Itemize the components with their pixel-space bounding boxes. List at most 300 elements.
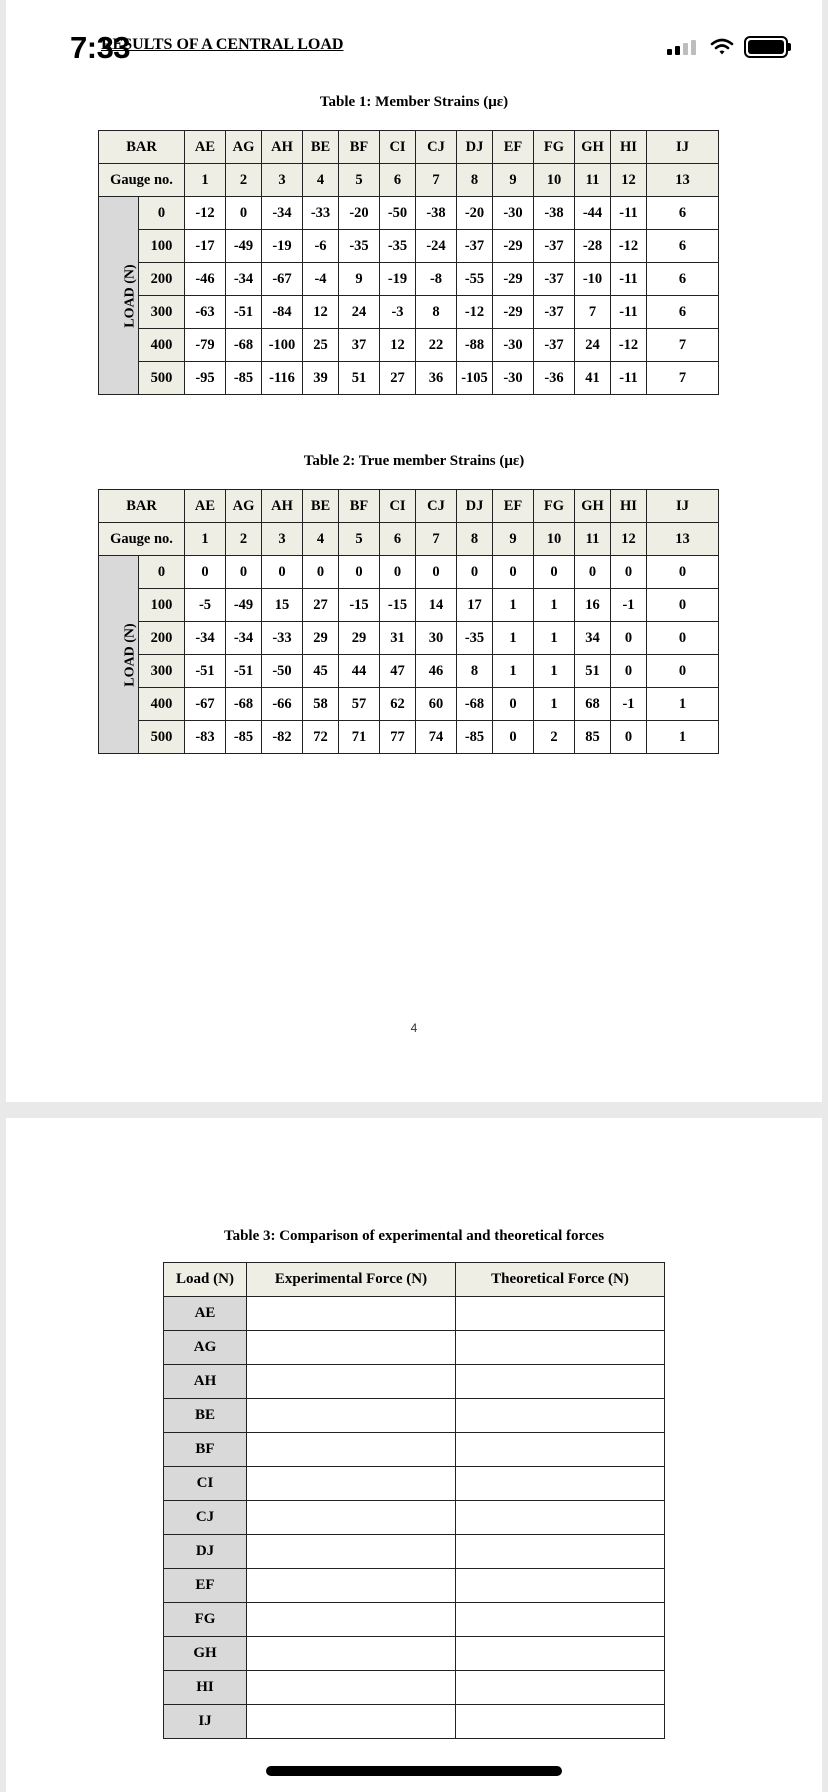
battery-icon xyxy=(744,36,788,58)
strain-value-cell: 51 xyxy=(339,362,380,395)
theoretical-force-cell xyxy=(456,1501,665,1535)
strain-value-cell: 0 xyxy=(339,556,380,589)
bar-name-cell: CI xyxy=(164,1467,247,1501)
strain-value-cell: 12 xyxy=(380,329,416,362)
table-row xyxy=(164,1365,665,1399)
bar-name-cell: AE xyxy=(185,131,226,164)
strain-value-cell: -30 xyxy=(493,197,534,230)
strain-value-cell: -33 xyxy=(262,622,303,655)
strain-value-cell: -50 xyxy=(380,197,416,230)
theoretical-force-cell xyxy=(456,1399,665,1433)
bar-name-cell: GH xyxy=(575,131,611,164)
strain-value-cell: -37 xyxy=(457,230,493,263)
strain-value-cell: 77 xyxy=(380,721,416,754)
load-value-cell: 500 xyxy=(139,721,185,754)
bar-name-cell: DJ xyxy=(457,490,493,523)
bar-name-cell: AG xyxy=(226,131,262,164)
strain-value-cell: -28 xyxy=(575,230,611,263)
table3-caption: Table 3: Comparison of experimental and theoretical forces xyxy=(223,1228,605,1244)
strain-value-cell: 7 xyxy=(647,329,719,362)
strain-value-cell: -95 xyxy=(185,362,226,395)
table-row xyxy=(99,721,719,754)
strain-value-cell: 22 xyxy=(416,329,457,362)
load-axis-text: LOAD (N) xyxy=(122,623,138,687)
table-row xyxy=(164,1535,665,1569)
strain-value-cell: -19 xyxy=(262,230,303,263)
gauge-number-cell: 5 xyxy=(339,164,380,197)
strain-value-cell: -82 xyxy=(262,721,303,754)
gauge-number-cell: 13 xyxy=(647,523,719,556)
strain-value-cell: 7 xyxy=(647,362,719,395)
theoretical-force-cell xyxy=(456,1705,665,1739)
strain-value-cell: 0 xyxy=(611,622,647,655)
table-row xyxy=(99,688,719,721)
strain-value-cell: 16 xyxy=(575,589,611,622)
strain-value-cell: -3 xyxy=(380,296,416,329)
experimental-force-cell xyxy=(247,1297,456,1331)
bar-name-cell: GH xyxy=(575,490,611,523)
load-axis-text: LOAD (N) xyxy=(122,264,138,328)
experimental-force-cell xyxy=(247,1365,456,1399)
strain-value-cell: 0 xyxy=(416,556,457,589)
strain-value-cell: -4 xyxy=(303,263,339,296)
load-value-cell: 400 xyxy=(139,688,185,721)
strain-value-cell: 1 xyxy=(534,655,575,688)
experimental-force-cell xyxy=(247,1467,456,1501)
gauge-number-cell: 7 xyxy=(416,164,457,197)
strain-value-cell: -34 xyxy=(262,197,303,230)
gauge-number-cell: 5 xyxy=(339,523,380,556)
strain-value-cell: 29 xyxy=(339,622,380,655)
table-row xyxy=(99,263,719,296)
strain-value-cell: 25 xyxy=(303,329,339,362)
table-row xyxy=(99,622,719,655)
strain-value-cell: 0 xyxy=(226,556,262,589)
strain-value-cell: -30 xyxy=(493,362,534,395)
strain-value-cell: -12 xyxy=(611,230,647,263)
gauge-number-cell: 7 xyxy=(416,523,457,556)
strain-value-cell: 1 xyxy=(534,622,575,655)
theoretical-force-cell xyxy=(456,1365,665,1399)
gauge-number-cell: 12 xyxy=(611,523,647,556)
bar-name-cell: GH xyxy=(164,1637,247,1671)
strain-value-cell: 0 xyxy=(611,655,647,688)
bar-name-cell: FG xyxy=(534,490,575,523)
gauge-number-cell: 3 xyxy=(262,164,303,197)
strain-value-cell: -35 xyxy=(380,230,416,263)
strain-value-cell: 1 xyxy=(493,589,534,622)
strain-value-cell: -34 xyxy=(226,622,262,655)
strain-value-cell: 9 xyxy=(339,263,380,296)
bar-name-cell: AH xyxy=(262,131,303,164)
bar-name-cell: CJ xyxy=(164,1501,247,1535)
strain-value-cell: 1 xyxy=(534,589,575,622)
strain-value-cell: -35 xyxy=(457,622,493,655)
strain-value-cell: -68 xyxy=(457,688,493,721)
gauge-number-cell: 9 xyxy=(493,164,534,197)
table-row xyxy=(99,556,719,589)
strain-value-cell: 72 xyxy=(303,721,339,754)
strain-value-cell: -20 xyxy=(457,197,493,230)
bar-name-cell: DJ xyxy=(164,1535,247,1569)
bar-header-label: BAR xyxy=(99,490,185,523)
strain-value-cell: -49 xyxy=(226,589,262,622)
strain-value-cell: 0 xyxy=(647,655,719,688)
strain-value-cell: -12 xyxy=(185,197,226,230)
strain-value-cell: -33 xyxy=(303,197,339,230)
strain-value-cell: -12 xyxy=(611,329,647,362)
column-header: Experimental Force (N) xyxy=(247,1263,456,1297)
theoretical-force-cell xyxy=(456,1637,665,1671)
gauge-number-cell: 2 xyxy=(226,523,262,556)
strain-value-cell: -1 xyxy=(611,589,647,622)
strain-value-cell: 44 xyxy=(339,655,380,688)
strain-value-cell: -8 xyxy=(416,263,457,296)
strain-value-cell: -37 xyxy=(534,329,575,362)
theoretical-force-cell xyxy=(456,1433,665,1467)
strain-value-cell: -34 xyxy=(185,622,226,655)
bar-name-cell: IJ xyxy=(164,1705,247,1739)
strain-value-cell: 1 xyxy=(647,721,719,754)
table-row xyxy=(99,329,719,362)
load-axis-label xyxy=(99,556,139,754)
table-row xyxy=(164,1433,665,1467)
load-value-cell: 0 xyxy=(139,197,185,230)
experimental-force-cell xyxy=(247,1705,456,1739)
load-value-cell: 400 xyxy=(139,329,185,362)
bar-name-cell: AE xyxy=(185,490,226,523)
gauge-number-cell: 4 xyxy=(303,523,339,556)
bar-name-cell: BF xyxy=(339,490,380,523)
strain-value-cell: -85 xyxy=(457,721,493,754)
gauge-number-cell: 8 xyxy=(457,164,493,197)
theoretical-force-cell xyxy=(456,1535,665,1569)
strain-value-cell: -100 xyxy=(262,329,303,362)
strain-value-cell: 1 xyxy=(534,688,575,721)
gauge-number-cell: 9 xyxy=(493,523,534,556)
strain-value-cell: -85 xyxy=(226,721,262,754)
strain-value-cell: -49 xyxy=(226,230,262,263)
strain-value-cell: -17 xyxy=(185,230,226,263)
strain-value-cell: 0 xyxy=(262,556,303,589)
strain-value-cell: -11 xyxy=(611,362,647,395)
experimental-force-cell xyxy=(247,1399,456,1433)
gauge-number-cell: 11 xyxy=(575,164,611,197)
strain-value-cell: 31 xyxy=(380,622,416,655)
bar-name-cell: BE xyxy=(303,131,339,164)
strain-value-cell: -67 xyxy=(262,263,303,296)
bar-name-cell: FG xyxy=(164,1603,247,1637)
document-heading: RESULTS OF A CENTRAL LOAD xyxy=(101,36,344,53)
strain-value-cell: -37 xyxy=(534,230,575,263)
strain-value-cell: -38 xyxy=(416,197,457,230)
bar-name-cell: BE xyxy=(164,1399,247,1433)
theoretical-force-cell xyxy=(456,1569,665,1603)
gauge-number-cell: 10 xyxy=(534,523,575,556)
strain-value-cell: 2 xyxy=(534,721,575,754)
strain-value-cell: 29 xyxy=(303,622,339,655)
bar-name-cell: AE xyxy=(164,1297,247,1331)
table-row xyxy=(164,1297,665,1331)
strain-value-cell: 24 xyxy=(339,296,380,329)
bar-name-cell: HI xyxy=(164,1671,247,1705)
strain-value-cell: -12 xyxy=(457,296,493,329)
strain-value-cell: 6 xyxy=(647,197,719,230)
gauge-number-cell: 12 xyxy=(611,164,647,197)
bar-name-cell: HI xyxy=(611,131,647,164)
load-axis-label xyxy=(99,197,139,395)
bar-name-cell: CJ xyxy=(416,131,457,164)
experimental-force-cell xyxy=(247,1535,456,1569)
strain-value-cell: -15 xyxy=(339,589,380,622)
strain-value-cell: 0 xyxy=(493,721,534,754)
strain-value-cell: 30 xyxy=(416,622,457,655)
table-row xyxy=(164,1467,665,1501)
gauge-number-cell: 2 xyxy=(226,164,262,197)
page-number: 4 xyxy=(410,1021,418,1035)
strain-value-cell: -67 xyxy=(185,688,226,721)
strain-value-cell: 41 xyxy=(575,362,611,395)
strain-value-cell: -15 xyxy=(380,589,416,622)
strain-value-cell: 37 xyxy=(339,329,380,362)
bar-name-cell: HI xyxy=(611,490,647,523)
strain-value-cell: 74 xyxy=(416,721,457,754)
experimental-force-cell xyxy=(247,1331,456,1365)
strain-value-cell: 0 xyxy=(457,556,493,589)
strain-value-cell: 6 xyxy=(647,230,719,263)
strain-value-cell: -11 xyxy=(611,197,647,230)
strain-value-cell: 7 xyxy=(575,296,611,329)
strain-value-cell: -51 xyxy=(226,655,262,688)
strain-value-cell: -105 xyxy=(457,362,493,395)
table-row xyxy=(164,1637,665,1671)
load-value-cell: 200 xyxy=(139,622,185,655)
strain-value-cell: -38 xyxy=(534,197,575,230)
strain-value-cell: -50 xyxy=(262,655,303,688)
strain-value-cell: 8 xyxy=(457,655,493,688)
strain-value-cell: 0 xyxy=(647,556,719,589)
strain-value-cell: 24 xyxy=(575,329,611,362)
strain-value-cell: 0 xyxy=(493,556,534,589)
bar-name-cell: IJ xyxy=(647,490,719,523)
strain-value-cell: 51 xyxy=(575,655,611,688)
strain-value-cell: 85 xyxy=(575,721,611,754)
column-header: Theoretical Force (N) xyxy=(456,1263,665,1297)
strain-value-cell: -34 xyxy=(226,263,262,296)
strain-value-cell: 62 xyxy=(380,688,416,721)
strain-value-cell: 60 xyxy=(416,688,457,721)
strain-value-cell: -79 xyxy=(185,329,226,362)
table-row xyxy=(99,296,719,329)
strain-value-cell: 34 xyxy=(575,622,611,655)
strain-value-cell: -68 xyxy=(226,329,262,362)
experimental-force-cell xyxy=(247,1637,456,1671)
load-value-cell: 500 xyxy=(139,362,185,395)
force-comparison-table xyxy=(163,1262,665,1739)
true-member-strains-table xyxy=(98,489,719,754)
gauge-number-cell: 10 xyxy=(534,164,575,197)
bar-name-cell: BF xyxy=(164,1433,247,1467)
theoretical-force-cell xyxy=(456,1603,665,1637)
strain-value-cell: -1 xyxy=(611,688,647,721)
table-row xyxy=(99,197,719,230)
theoretical-force-cell xyxy=(456,1467,665,1501)
gauge-number-cell: 13 xyxy=(647,164,719,197)
gauge-header-label: Gauge no. xyxy=(99,523,185,556)
table-row xyxy=(164,1501,665,1535)
strain-value-cell: -11 xyxy=(611,263,647,296)
bar-name-cell: AH xyxy=(262,490,303,523)
strain-value-cell: -44 xyxy=(575,197,611,230)
wifi-icon xyxy=(710,38,734,56)
strain-value-cell: -37 xyxy=(534,263,575,296)
bar-name-cell: AG xyxy=(164,1331,247,1365)
strain-value-cell: 1 xyxy=(647,688,719,721)
strain-value-cell: -88 xyxy=(457,329,493,362)
cellular-signal-icon xyxy=(667,39,696,55)
strain-value-cell: -29 xyxy=(493,230,534,263)
gauge-number-cell: 11 xyxy=(575,523,611,556)
table-row xyxy=(99,230,719,263)
gauge-number-cell: 4 xyxy=(303,164,339,197)
strain-value-cell: 0 xyxy=(226,197,262,230)
bar-name-cell: FG xyxy=(534,131,575,164)
strain-value-cell: -36 xyxy=(534,362,575,395)
table-row xyxy=(99,655,719,688)
strain-value-cell: -51 xyxy=(185,655,226,688)
strain-value-cell: 57 xyxy=(339,688,380,721)
strain-value-cell: -29 xyxy=(493,263,534,296)
gauge-number-cell: 8 xyxy=(457,523,493,556)
experimental-force-cell xyxy=(247,1433,456,1467)
experimental-force-cell xyxy=(247,1671,456,1705)
strain-value-cell: -37 xyxy=(534,296,575,329)
strain-value-cell: -84 xyxy=(262,296,303,329)
strain-value-cell: -29 xyxy=(493,296,534,329)
strain-value-cell: 45 xyxy=(303,655,339,688)
strain-value-cell: -35 xyxy=(339,230,380,263)
bar-name-cell: EF xyxy=(164,1569,247,1603)
load-value-cell: 300 xyxy=(139,296,185,329)
gauge-number-cell: 6 xyxy=(380,164,416,197)
strain-value-cell: 15 xyxy=(262,589,303,622)
table-row xyxy=(164,1603,665,1637)
bar-name-cell: EF xyxy=(493,490,534,523)
strain-value-cell: 27 xyxy=(380,362,416,395)
strain-value-cell: 0 xyxy=(611,556,647,589)
experimental-force-cell xyxy=(247,1603,456,1637)
table-row xyxy=(164,1399,665,1433)
strain-value-cell: 6 xyxy=(647,296,719,329)
bar-name-cell: AH xyxy=(164,1365,247,1399)
table2-caption: Table 2: True member Strains (με) xyxy=(303,453,525,469)
strain-value-cell: -85 xyxy=(226,362,262,395)
bar-name-cell: DJ xyxy=(457,131,493,164)
gauge-number-cell: 1 xyxy=(185,523,226,556)
table-row xyxy=(164,1671,665,1705)
strain-value-cell: -6 xyxy=(303,230,339,263)
strain-value-cell: 0 xyxy=(611,721,647,754)
bar-name-cell: CI xyxy=(380,131,416,164)
bar-name-cell: EF xyxy=(493,131,534,164)
table-row xyxy=(99,589,719,622)
home-indicator[interactable] xyxy=(266,1766,562,1776)
strain-value-cell: 0 xyxy=(380,556,416,589)
strain-value-cell: 1 xyxy=(493,655,534,688)
bar-name-cell: CJ xyxy=(416,490,457,523)
strain-value-cell: 6 xyxy=(647,263,719,296)
strain-value-cell: -51 xyxy=(226,296,262,329)
strain-value-cell: 0 xyxy=(493,688,534,721)
strain-value-cell: -55 xyxy=(457,263,493,296)
load-value-cell: 0 xyxy=(139,556,185,589)
strain-value-cell: -30 xyxy=(493,329,534,362)
theoretical-force-cell xyxy=(456,1331,665,1365)
gauge-header-label: Gauge no. xyxy=(99,164,185,197)
strain-value-cell: 58 xyxy=(303,688,339,721)
theoretical-force-cell xyxy=(456,1671,665,1705)
strain-value-cell: 47 xyxy=(380,655,416,688)
strain-value-cell: 0 xyxy=(185,556,226,589)
strain-value-cell: 14 xyxy=(416,589,457,622)
strain-value-cell: 12 xyxy=(303,296,339,329)
experimental-force-cell xyxy=(247,1501,456,1535)
bar-name-cell: IJ xyxy=(647,131,719,164)
strain-value-cell: -66 xyxy=(262,688,303,721)
strain-value-cell: 36 xyxy=(416,362,457,395)
theoretical-force-cell xyxy=(456,1297,665,1331)
bar-name-cell: BE xyxy=(303,490,339,523)
strain-value-cell: 0 xyxy=(575,556,611,589)
strain-value-cell: 39 xyxy=(303,362,339,395)
table1-caption: Table 1: Member Strains (με) xyxy=(319,94,509,110)
strain-value-cell: -46 xyxy=(185,263,226,296)
gauge-number-cell: 6 xyxy=(380,523,416,556)
strain-value-cell: -24 xyxy=(416,230,457,263)
load-value-cell: 200 xyxy=(139,263,185,296)
strain-value-cell: 71 xyxy=(339,721,380,754)
table-row xyxy=(164,1569,665,1603)
table-row xyxy=(99,362,719,395)
strain-value-cell: 0 xyxy=(647,622,719,655)
bar-name-cell: BF xyxy=(339,131,380,164)
strain-value-cell: 46 xyxy=(416,655,457,688)
strain-value-cell: -68 xyxy=(226,688,262,721)
strain-value-cell: 27 xyxy=(303,589,339,622)
status-time: 7:33 xyxy=(70,30,131,65)
bar-header-label: BAR xyxy=(99,131,185,164)
strain-value-cell: 8 xyxy=(416,296,457,329)
bar-name-cell: AG xyxy=(226,490,262,523)
strain-value-cell: 68 xyxy=(575,688,611,721)
strain-value-cell: -19 xyxy=(380,263,416,296)
strain-value-cell: 0 xyxy=(647,589,719,622)
load-value-cell: 100 xyxy=(139,230,185,263)
strain-value-cell: -11 xyxy=(611,296,647,329)
status-icons xyxy=(667,36,788,58)
load-value-cell: 300 xyxy=(139,655,185,688)
member-strains-table xyxy=(98,130,719,395)
strain-value-cell: 17 xyxy=(457,589,493,622)
strain-value-cell: 0 xyxy=(303,556,339,589)
strain-value-cell: -63 xyxy=(185,296,226,329)
table-row xyxy=(164,1331,665,1365)
experimental-force-cell xyxy=(247,1569,456,1603)
strain-value-cell: -20 xyxy=(339,197,380,230)
bar-name-cell: CI xyxy=(380,490,416,523)
strain-value-cell: -83 xyxy=(185,721,226,754)
strain-value-cell: -10 xyxy=(575,263,611,296)
